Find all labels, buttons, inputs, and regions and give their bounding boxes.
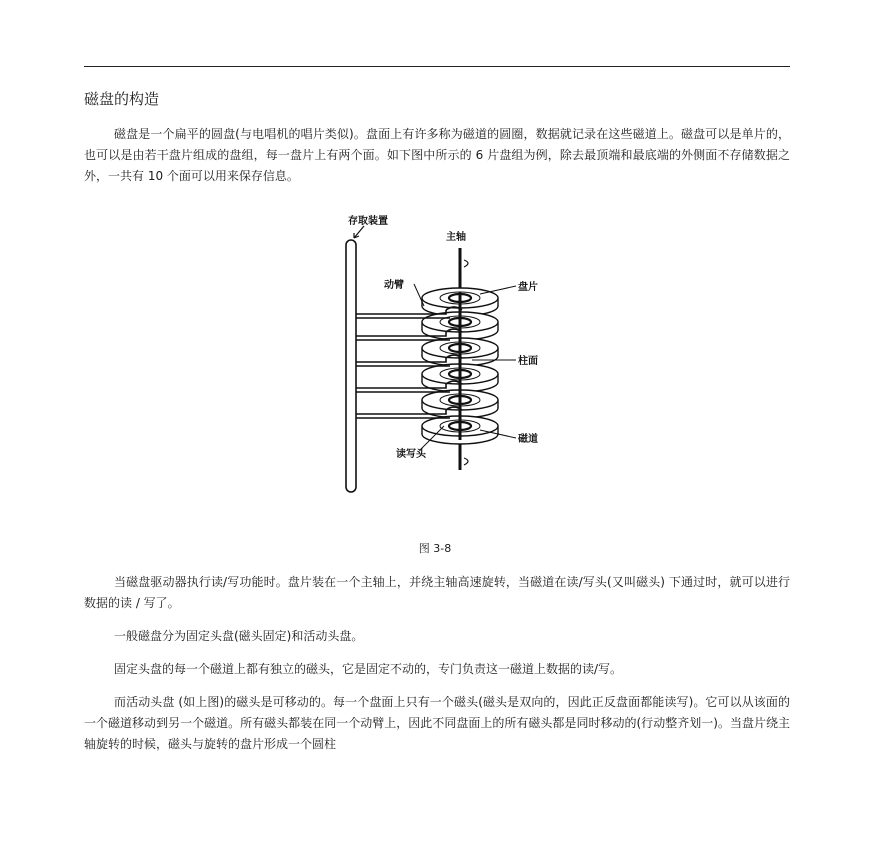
header-rule — [84, 66, 790, 67]
label-access-device: 存取装置 — [348, 216, 388, 227]
access-device-bar — [346, 240, 356, 492]
label-spindle: 主轴 — [446, 232, 466, 243]
section-title: 磁盘的构造 — [84, 90, 160, 108]
label-track: 磁道 — [518, 434, 538, 445]
platter-stack — [356, 288, 498, 444]
label-platter: 盘片 — [518, 282, 538, 293]
disk-diagram — [320, 208, 560, 498]
paragraph-rw-operation: 当磁盘驱动器执行读/写功能时。盘片装在一个主轴上，并绕主轴高速旋转，当磁道在读/写头(又叫磁头) 下通过时，就可以进行数据的读 / 写了。 — [84, 575, 790, 610]
paragraph-intro: 磁盘是一个扁平的圆盘(与电唱机的唱片类似)。盘面上有许多称为磁道的圆圈，数据就记录在这些磁道上。磁盘可以是单片的，也可以是由若干盘片组成的盘组，每一盘片上有两个面。如下图中所示的 6 片盘组为例，除去最顶端和最底端的外侧面不存储数据之外，一共有 10 个面可以用来保存信息。 — [84, 127, 790, 183]
label-cylinder: 柱面 — [518, 356, 538, 367]
figure-caption: 图 3-8 — [418, 542, 452, 555]
paragraph-fixed-head: 固定头盘的每一个磁道上都有独立的磁头，它是固定不动的，专门负责这一磁道上数据的读/写。 — [114, 662, 623, 676]
disk-structure-figure — [320, 208, 560, 498]
label-rw-head: 读写头 — [396, 449, 426, 460]
paragraph-disk-types: 一般磁盘分为固定头盘(磁头固定)和活动头盘。 — [114, 629, 364, 643]
label-arm: 动臂 — [384, 280, 404, 291]
paragraph-moving-head: 而活动头盘 (如上图)的磁头是可移动的。每一个盘面上只有一个磁头(磁头是双向的，因此正反盘面都能读写)。它可以从该面的一个磁道移动到另一个磁道。所有磁头都装在同一个动臂上，因此不同盘面上的所有磁头都是同时移动的(行动整齐划一)。当盘片绕主轴旋转的时候，磁头与旋转的盘片形成一个圆柱 — [84, 695, 790, 751]
